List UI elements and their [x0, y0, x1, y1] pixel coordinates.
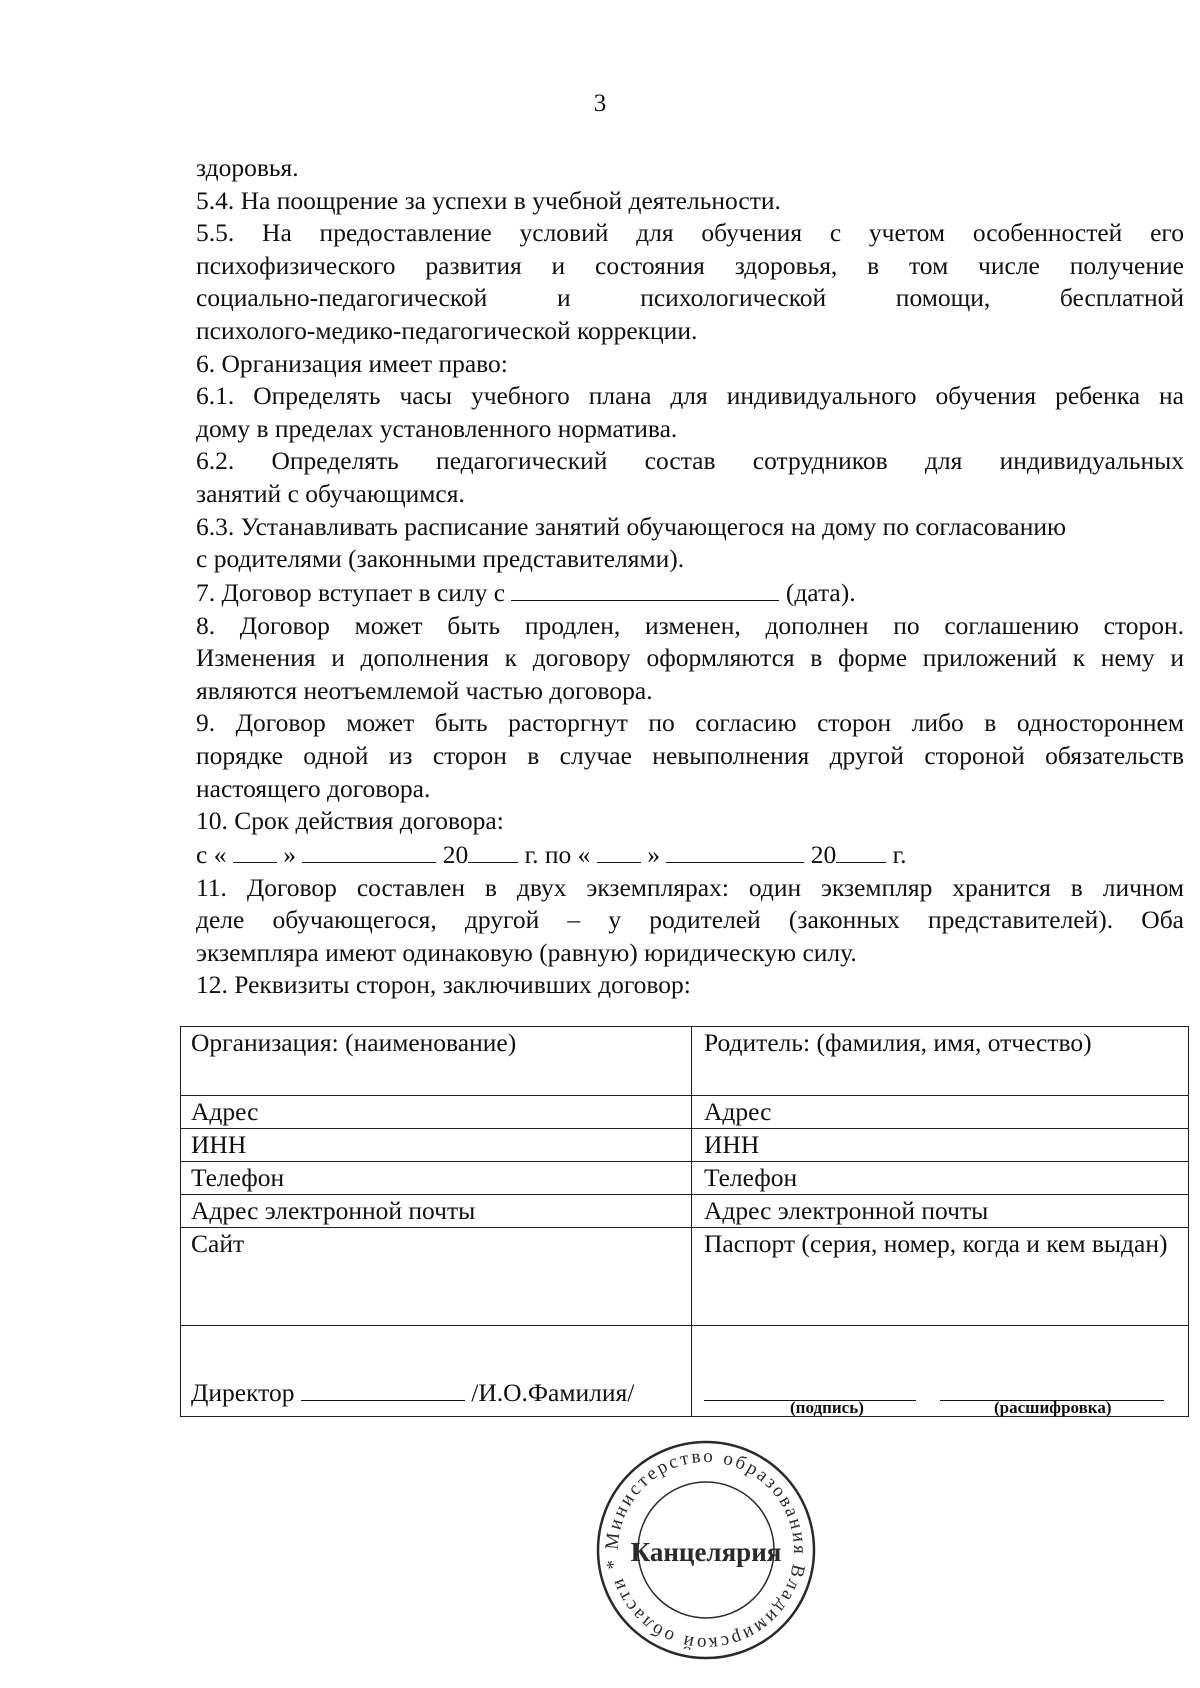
text-line: 6.3. Устанавливать расписание занятий обучающегося на дому по согласованию — [196, 511, 1067, 541]
text-line: 11. Договор составлен в двух экземплярах: один экземпляр хранится в личном — [196, 872, 1184, 902]
text-line: деле обучающегося, другой – у родителей (законных представителей). Оба — [196, 905, 1184, 935]
requisites-table — [180, 1026, 1189, 1417]
clause-9 — [196, 707, 1184, 805]
stamp-ring-text: Министерство образования Владимирской области * — [601, 1445, 811, 1655]
text-line: психофизического развития и состояния здоровья, в том числе получение — [196, 250, 1184, 280]
month-blank-start[interactable] — [302, 838, 436, 863]
parent-phone-cell: Телефон — [692, 1162, 1189, 1195]
day-blank-start[interactable] — [233, 838, 277, 863]
clause-10 — [196, 805, 1184, 838]
org-header-cell: Организация: (наименование) — [181, 1027, 692, 1096]
text-line: занятий с обучающимся. — [196, 478, 465, 508]
clause-6 — [196, 348, 1184, 381]
text-line: 5.4. На поощрение за успехи в учебной деятельности. — [196, 185, 781, 215]
org-inn-cell: ИНН — [181, 1129, 692, 1162]
day-blank-end[interactable] — [597, 838, 641, 863]
clause-7-text: 7. Договор вступает в силу с — [196, 577, 506, 607]
text-line: дому в пределах установленного норматива. — [196, 413, 678, 443]
org-site-cell: Сайт — [181, 1228, 692, 1326]
text-line: 9. Договор может быть расторгнут по согласию сторон либо в одностороннем — [196, 708, 1184, 738]
text-line: психолого-медико-педагогической коррекции. — [196, 315, 698, 345]
term-end: г. — [892, 839, 907, 869]
org-address-cell: Адрес — [181, 1096, 692, 1129]
month-blank-end[interactable] — [666, 838, 804, 863]
clause-7 — [196, 576, 1184, 610]
text-line: 6. Организация имеет право: — [196, 348, 508, 378]
parent-address-cell: Адрес — [692, 1096, 1189, 1129]
director-name: /И.О.Фамилия/ — [471, 1378, 635, 1407]
text-line: настоящего договора. — [196, 773, 431, 803]
clause-11 — [196, 872, 1184, 970]
parent-inn-cell: ИНН — [692, 1129, 1189, 1162]
text-line: порядке одной из сторон в случае невыполнения другой стороной обязательств — [196, 740, 1184, 770]
parent-header-cell: Родитель: (фамилия, имя, отчество) — [692, 1027, 1189, 1096]
term-year-2: 20 — [810, 839, 837, 869]
text-line: 10. Срок действия договора: — [196, 806, 504, 836]
director-cell — [181, 1326, 692, 1417]
year-blank-end[interactable] — [836, 838, 886, 863]
year-blank-start[interactable] — [468, 838, 518, 863]
term-mid: г. по « — [524, 839, 591, 869]
text-line: здоровья. — [196, 153, 299, 182]
office-stamp — [593, 1437, 819, 1663]
clause-5-5 — [196, 217, 1184, 347]
term-close-1: » — [283, 839, 296, 869]
paragraph-zdorovya — [196, 152, 1184, 185]
parent-passport-cell: Паспорт (серия, номер, когда и кем выдан) — [692, 1228, 1189, 1326]
term-close-2: » — [647, 839, 660, 869]
date-blank[interactable] — [511, 576, 779, 601]
org-email-cell: Адрес электронной почты — [181, 1195, 692, 1228]
director-label: Директор — [191, 1378, 295, 1407]
clause-7-suffix: (дата). — [785, 577, 856, 607]
text-line: социально-педагогической и психологической помощи, бесплатной — [196, 283, 1184, 313]
text-line: 12. Реквизиты сторон, заключивших договор: — [196, 970, 691, 1000]
clause-6-2 — [196, 445, 1184, 510]
signature-caption: (подпись) — [790, 1398, 864, 1417]
clause-6-1 — [196, 380, 1184, 445]
term-year-1: 20 — [442, 839, 469, 869]
text-line: 6.1. Определять часы учебного плана для индивидуального обучения ребенка на — [196, 381, 1184, 411]
term-line — [196, 838, 1184, 872]
parent-signature-area — [704, 1355, 1178, 1415]
text-line: 8. Договор может быть продлен, изменен, дополнен по соглашению сторон. — [196, 610, 1184, 640]
clause-5-4 — [196, 185, 1184, 218]
text-line: являются неотъемлемой частью договора. — [196, 675, 653, 705]
text-line: экземпляра имеют одинаковую (равную) юридическую силу. — [196, 937, 857, 967]
parent-signature-cell — [692, 1326, 1189, 1417]
parent-email-cell: Адрес электронной почты — [692, 1195, 1189, 1228]
director-signature-line[interactable] — [301, 1377, 465, 1401]
text-line: 5.5. На предоставление условий для обучения с учетом особенностей его — [196, 218, 1184, 248]
clause-12 — [196, 969, 1184, 1002]
page-number: 3 — [593, 90, 607, 117]
text-line: с родителями (законными представителями). — [196, 544, 685, 574]
stamp-center-text: Канцелярия — [630, 1537, 782, 1567]
clause-6-3 — [196, 511, 1184, 576]
document-body — [196, 152, 1184, 1002]
text-line: Изменения и дополнения к договору оформляются в форме приложений к нему и — [196, 643, 1184, 673]
org-phone-cell: Телефон — [181, 1162, 692, 1195]
decoding-caption: (расшифровка) — [994, 1398, 1112, 1417]
term-open-1: с « — [196, 839, 227, 869]
clause-8 — [196, 610, 1184, 708]
text-line: 6.2. Определять педагогический состав сотрудников для индивидуальных — [196, 446, 1184, 476]
